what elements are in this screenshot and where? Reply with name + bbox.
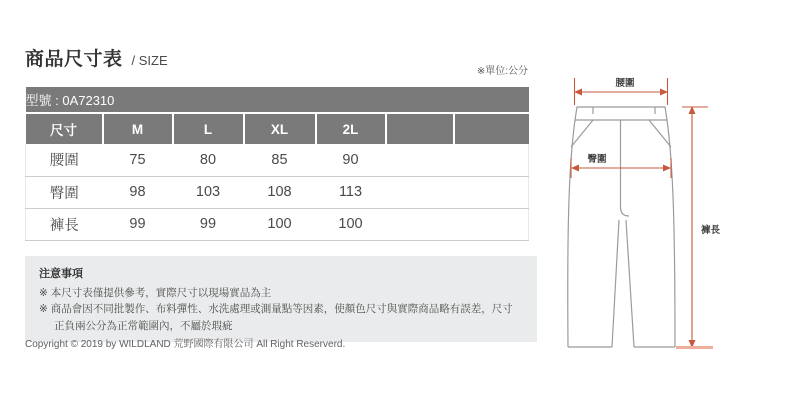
notice-item: ※ 商品會因不同批製作、布料彈性、水洗處理或測量點等因素，使顏色尺寸與實際商品略有誤差，尺寸正負兩公分為正常範圍內，不屬於瑕疵 bbox=[39, 303, 513, 332]
size-value-empty bbox=[454, 144, 529, 176]
size-col-header: XL bbox=[244, 113, 316, 144]
size-value: 85 bbox=[244, 144, 316, 176]
size-value: 113 bbox=[316, 176, 386, 208]
size-col-header: L bbox=[173, 113, 244, 144]
table-row-hip bbox=[26, 176, 529, 208]
size-value-empty bbox=[386, 176, 454, 208]
notice-item: ※ 本尺寸表僅提供參考，實際尺寸以現場實品為主 bbox=[39, 287, 272, 299]
hip-measure-label: 臀圍 bbox=[587, 154, 607, 165]
pants-size-diagram bbox=[555, 50, 740, 365]
size-col-header-empty bbox=[386, 113, 454, 144]
pants-outline bbox=[568, 107, 675, 347]
size-value: 100 bbox=[316, 208, 386, 240]
size-value: 80 bbox=[173, 144, 244, 176]
diagram-labels bbox=[587, 77, 720, 236]
table-row-length bbox=[26, 208, 529, 240]
size-col-header-empty bbox=[454, 113, 529, 144]
page-header bbox=[25, 44, 168, 71]
unit-note: ※單位:公分 bbox=[476, 66, 528, 77]
size-value-empty bbox=[454, 176, 529, 208]
size-value-empty bbox=[386, 144, 454, 176]
page-title: 商品尺寸表 bbox=[25, 49, 123, 70]
notice-box bbox=[25, 256, 537, 342]
size-table-container bbox=[25, 87, 529, 241]
size-value: 103 bbox=[173, 176, 244, 208]
length-measure-label: 褲長 bbox=[701, 225, 721, 236]
size-value: 98 bbox=[103, 176, 173, 208]
page-title-suffix: / SIZE bbox=[131, 53, 168, 68]
size-value: 99 bbox=[103, 208, 173, 240]
measurement-arrows bbox=[571, 78, 708, 348]
notice-title: 注意事項 bbox=[39, 268, 83, 280]
size-value: 99 bbox=[173, 208, 244, 240]
size-value: 108 bbox=[244, 176, 316, 208]
table-row-waist bbox=[26, 144, 529, 176]
size-header-row bbox=[26, 113, 529, 144]
size-table bbox=[25, 87, 529, 241]
size-value: 75 bbox=[103, 144, 173, 176]
size-col-header: 2L bbox=[316, 113, 386, 144]
row-label: 腰圍 bbox=[26, 144, 103, 176]
copyright-text: Copyright © 2019 by WILDLAND 荒野國際有限公司 All Right Reserverd. bbox=[25, 339, 346, 350]
waist-measure-label: 腰圍 bbox=[615, 78, 635, 89]
model-row bbox=[26, 87, 529, 113]
size-col-header: 尺寸 bbox=[26, 113, 103, 144]
row-label: 褲長 bbox=[26, 208, 103, 240]
row-label: 臀圍 bbox=[26, 176, 103, 208]
model-number: 型號 : 0A72310 bbox=[26, 87, 529, 113]
size-value: 100 bbox=[244, 208, 316, 240]
size-value: 90 bbox=[316, 144, 386, 176]
size-value-empty bbox=[454, 208, 529, 240]
size-col-header: M bbox=[103, 113, 173, 144]
size-value-empty bbox=[386, 208, 454, 240]
